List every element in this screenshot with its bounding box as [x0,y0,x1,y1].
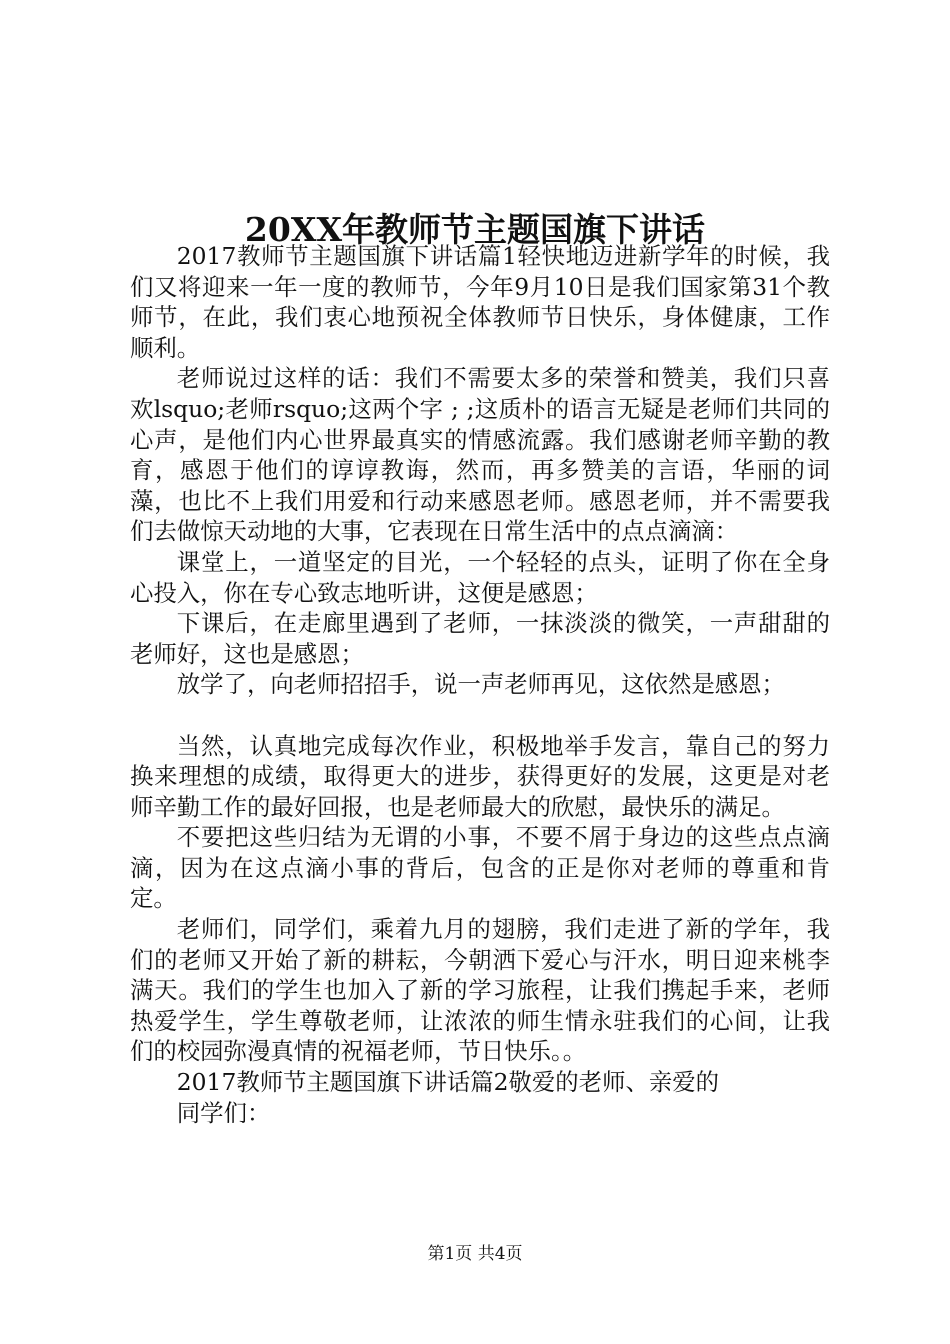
document-body [130,241,830,1128]
paragraph: 同学们： [176,1098,271,1127]
paragraph: 课堂上，一道坚定的目光，一个轻轻的点头，证明了你在全身心投入，你在专心致志地听讲，这便是感恩； [130,547,830,607]
paragraph: 2017教师节主题国旗下讲话篇1轻快地迈进新学年的时候，我们又将迎来一年一度的教师节，今年9月10日是我们国家第31个教师节，在此，我们衷心地预祝全体教师节日快乐，身体健康，工作顺利。 [130,242,830,362]
paragraph: 不要把这些归结为无谓的小事，不要不屑于身边的这些点点滴滴，因为在这点滴小事的背后，包含的正是你对老师的尊重和肯定。 [130,823,830,913]
paragraph: 2017教师节主题国旗下讲话篇2敬爱的老师、亲爱的 [176,1068,720,1097]
paragraph: 当然，认真地完成每次作业，积极地举手发言，靠自己的努力换来理想的成绩，取得更大的进步，获得更好的发展，这更是对老师辛勤工作的最好回报，也是老师最大的欣慰，最快乐的满足。 [130,731,830,821]
paragraph: 放学了，向老师招招手，说一声老师再见，这依然是感恩； [176,670,785,699]
paragraph: 老师说过这样的话：我们不需要太多的荣誉和赞美，我们只喜欢lsquo;老师rsquo;这两个字 ; ;这质朴的语言无疑是老师们共同的心声，是他们内心世界最真实的情感流露。我们感谢老师辛勤的教育，感恩于他们的谆谆教诲，然而，再多赞美的言语，华丽的词藻，也比不上我们用爱和行动来感恩老师。感恩老师，并不需要我们去做惊天动地的大事，它表现在日常生活中的点点滴滴： [130,364,830,546]
paragraph: 下课后，在走廊里遇到了老师，一抹淡淡的微笑，一声甜甜的老师好，这也是感恩； [130,609,830,668]
page-number-footer: 第1页 共4页 [427,1244,523,1264]
paragraph: 老师们，同学们，乘着九月的翅膀，我们走进了新的学年，我们的老师又开始了新的耕耘，今朝洒下爱心与汗水，明日迎来桃李满天。我们的学生也加入了新的学习旅程，让我们携起手来，老师热爱学生，学生尊敬老师，让浓浓的师生情永驻我们的心间，让我们的校园弥漫真情的祝福老师，节日快乐。。 [130,915,830,1066]
document-title: 20XX年教师节主题国旗下讲话 [244,210,706,250]
